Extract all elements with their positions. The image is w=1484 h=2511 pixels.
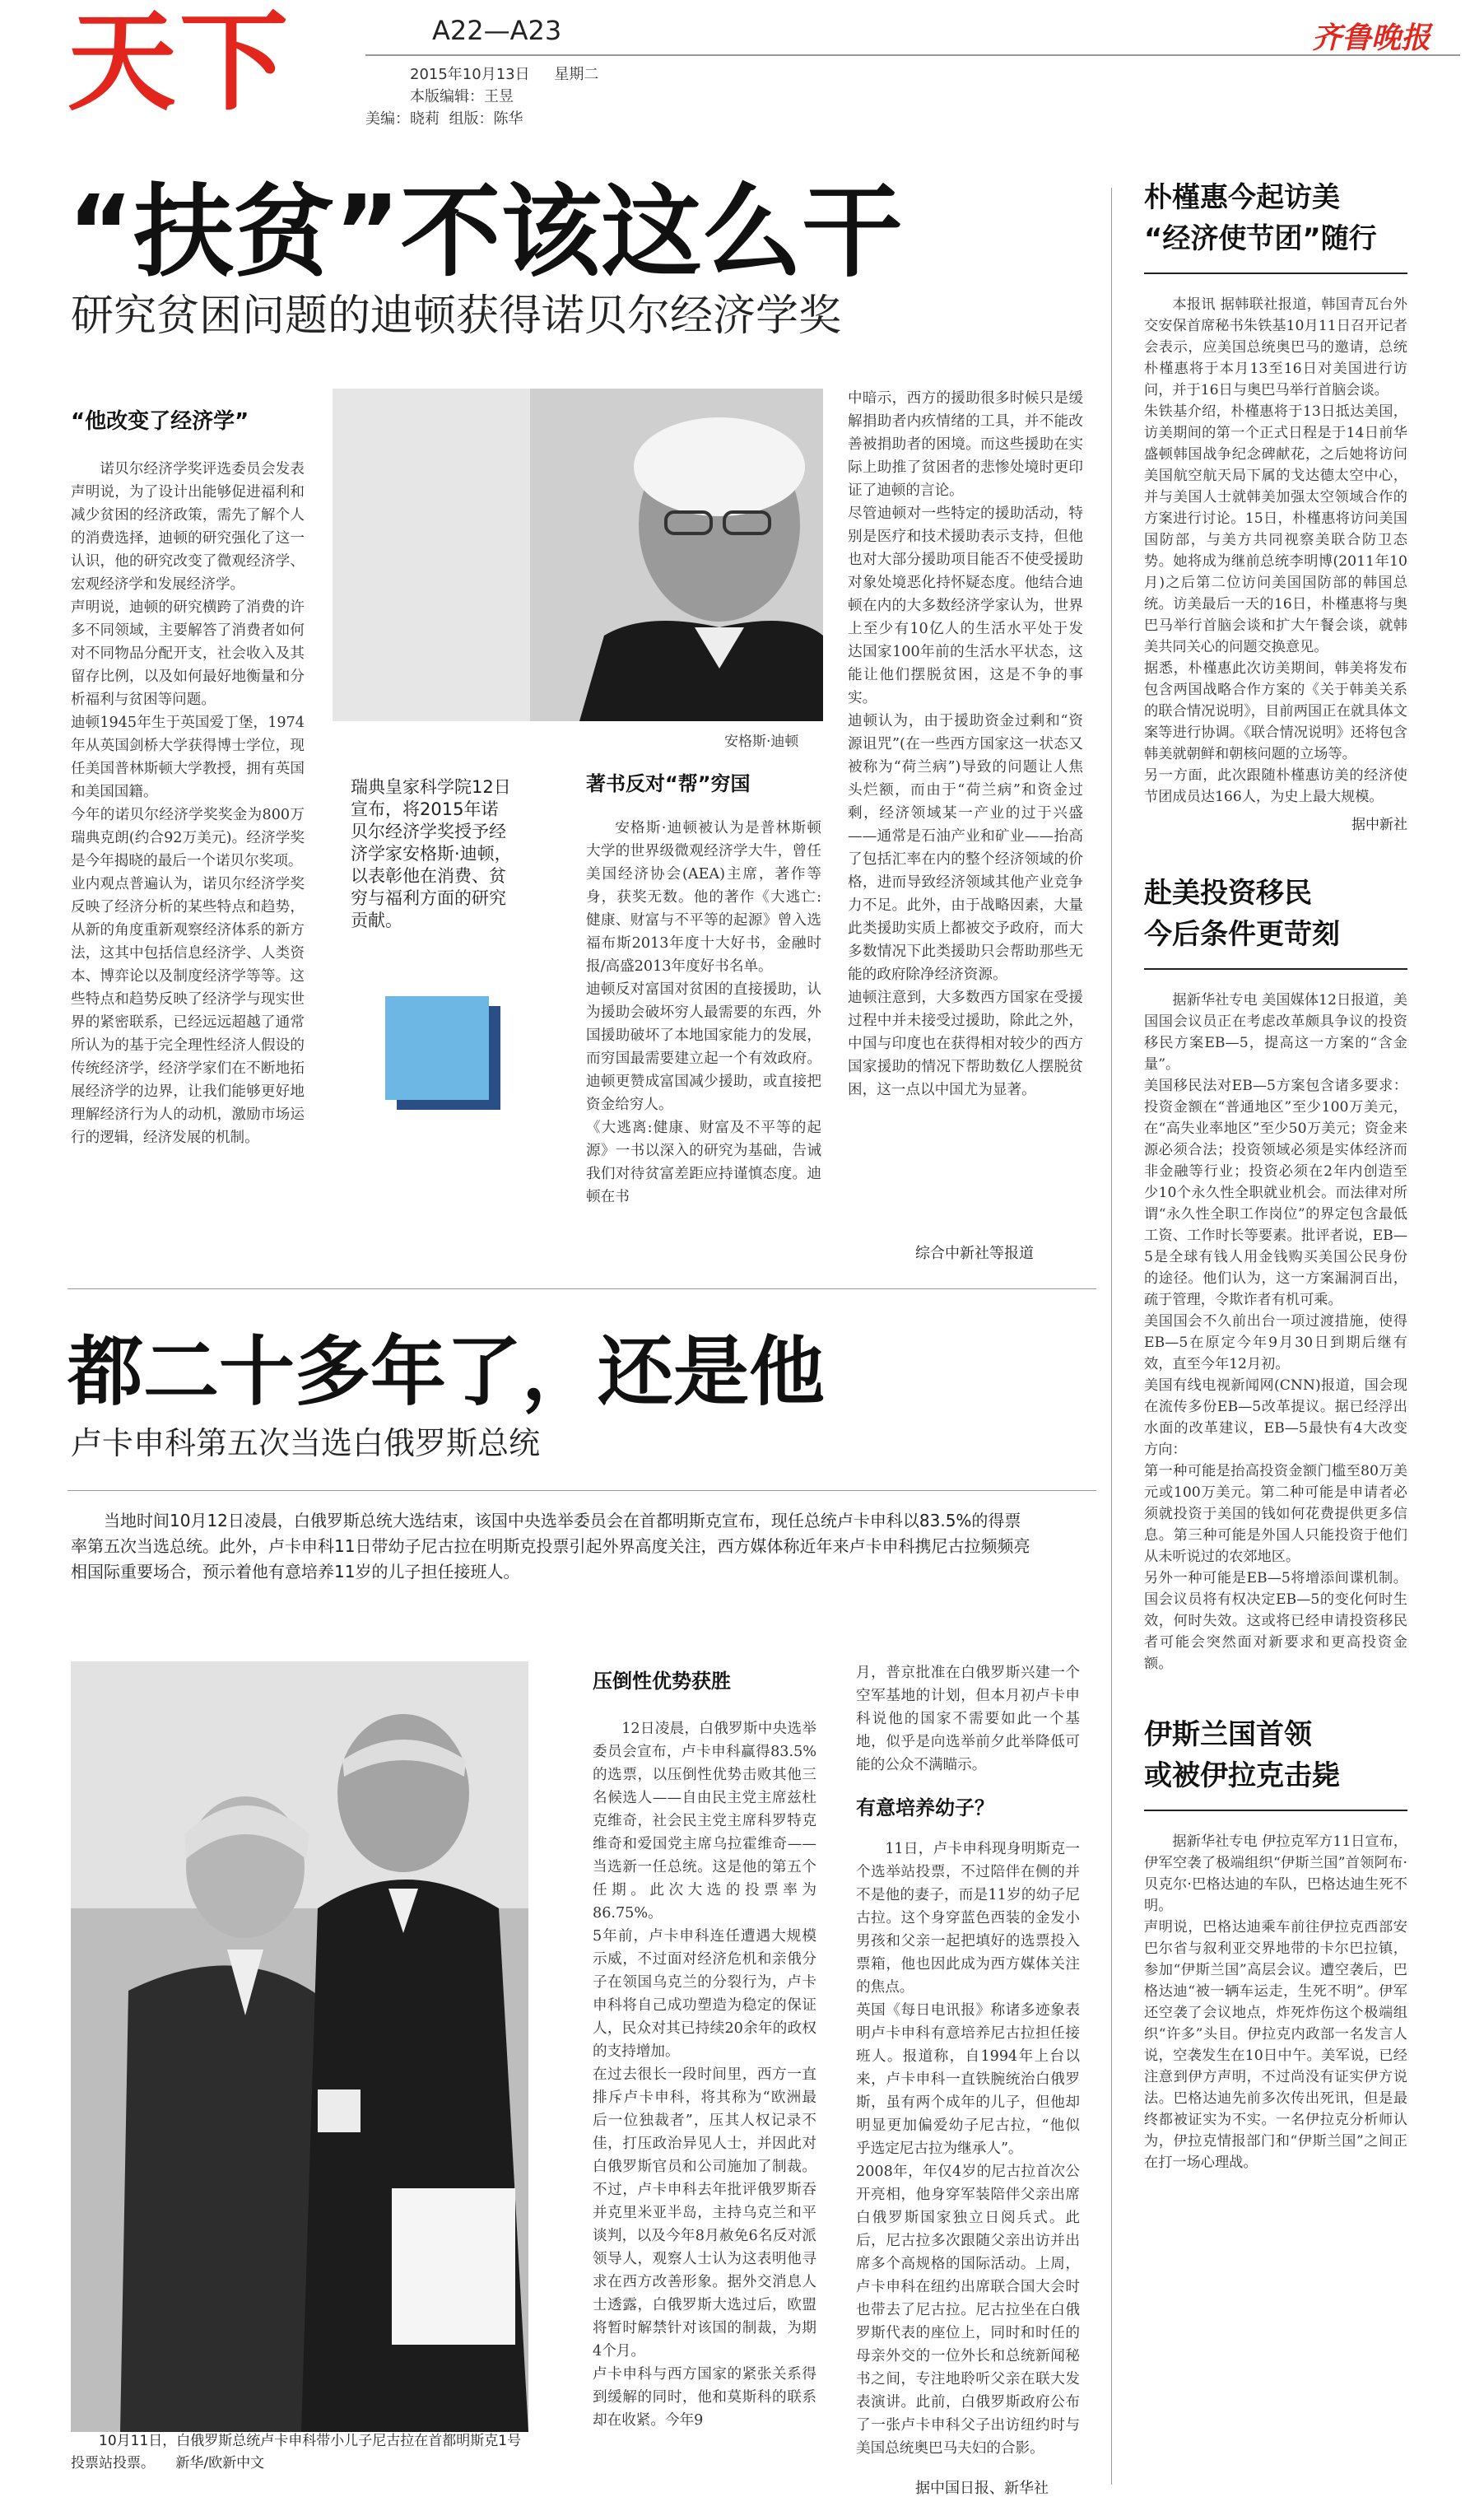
story2-lead: 当地时间10月12日凌晨，白俄罗斯总统大选结束，该国中央选举委员会在首都明斯克宣布，现任总统卢卡申科以83.5%的得票率第五次当选总统。此外，卢卡申科11日带幼子尼古拉在明斯克投票引起外界高度关注，西方媒体称近年来卢卡申科携尼古拉频频亮相国际重要场合，预示着他有意培养11岁的儿子担任接班人。 [71, 1511, 1030, 1582]
photo-caption-text: 10月11日，白俄罗斯总统卢卡申科带小儿子尼古拉在首都明斯克1号投票站投票。 [71, 2433, 522, 2471]
sidebar-item1-rule [1144, 273, 1407, 274]
issue-date [410, 63, 598, 84]
masthead [0, 0, 1484, 132]
pull-quote: 瑞典皇家科学院12日宣布，将2015年诺贝尔经济学奖授予经济学家安格斯·迪顿，以表彰他在消费、贫穷与福利方面的研究贡献。 [351, 777, 512, 930]
story2-headline: 都二十多年了，还是他 [67, 1328, 826, 1416]
story1-subheadline: 研究贫困问题的迪顿获得诺贝尔经济学奖 [71, 291, 842, 341]
sidebar-item2-rule [1144, 968, 1407, 970]
masthead-divider [365, 54, 1460, 56]
section-title: 天下 [67, 0, 291, 126]
story2-section1-title: 压倒性优势获胜 [593, 1670, 731, 1693]
editor-credit: 本版编辑：王昱 [410, 88, 514, 105]
sidebar-item1-credit: 据中新社 [1351, 817, 1407, 833]
sidebar-item2-title: 赴美投资移民 今后条件更苛刻 [1144, 877, 1340, 951]
story2-section2-title: 有意培养幼子？ [856, 1796, 994, 1819]
sidebar-item3-rule [1144, 1810, 1407, 1811]
story1-col1-text: 诺贝尔经济学奖评选委员会发表声明说，为了设计出能够促进福利和减少贫困的经济政策，需先了解个人的消费选择，迪顿的研究强化了这一认识，他的研究改变了微观经济学、宏观经济学和发展经济学。 声明说，迪顿的研究横跨了消费的许多不同领域，主要解答了消费者如何对不同物品分配开支，社会收入及其留存比例，以及如何最好地衡量和分析福利与贫困等问题。 迪顿1945年生于英国爱丁堡，1974年从英国剑桥大学获得博士学位，现任美国普林斯顿大学教授，拥有英国和美国国籍。 今年的诺贝尔经济学奖奖金为800万瑞典克朗(约合92万美元)。经济学奖是今年揭晓的最后一个诺贝尔奖项。 业内观点普遍认为，诺贝尔经济学奖反映了经济分析的某些特点和趋势，从新的角度重新观察经济体系的新方法，这其中包括信息经济学、人类资本、博弈论以及制度经济学等等。这些特点和趋势反映了经济学与现实世界的紧密联系，已经远远超越了通常所认为的基于完全理性经济人假设的传统经济学，经济学家们在不断地拓展经济学的边界，让我们能够更好地理解经济行为人的动机，激励市场运行的逻辑，经济发展的机制。 [71, 461, 305, 1146]
story1-section1-title: “他改变了经济学” [71, 409, 249, 434]
story2-subheadline: 卢卡申科第五次当选白俄罗斯总统 [71, 1425, 541, 1461]
story2-col2 [593, 1665, 816, 2432]
story1-col1 [71, 405, 305, 1149]
portrait-illustration [333, 389, 823, 721]
sidebar [1144, 177, 1407, 2173]
story1-section2-title: 著书反对“帮”穷国 [586, 772, 751, 795]
newspaper-logo: 齐鲁晚报 [1312, 21, 1431, 55]
sidebar-item1-text: 本报讯 据韩联社报道，韩国青瓦台外交安保首席秘书朱铁基10月11日召开记者会表示，应美国总统奥巴马的邀请，总统朴槿惠将于本月13至16日对美国进行访问，并于16日与奥巴马举行首脑会谈。 朱铁基介绍，朴槿惠将于13日抵达美国，访美期间的第一个正式日程是于14日前华盛顿韩国战争纪念碑献花，之后她将访问美国航空航天局下属的戈达德太空中心，并与美国人士就韩美加强太空领域合作的方案进行讨论。15日，朴槿惠将访问美国国防部，与美方共同视察美联合防卫态势。她将成为继前总统李明博(2011年10月)之后第二位访问美国国防部的韩国总统。访美最后一天的16日，朴槿惠将与奥巴马举行首脑会谈和扩大午餐会谈，就韩美共同关心的问题交换意见。 据悉，朴槿惠此次访美期间，韩美将发布包含两国战略合作方案的《关于韩美关系的联合情况说明》，目前两国正在就具体文案等进行协调。《联合情况说明》还将包含韩美就朝鲜和朝核问题的立场等。 另一方面，此次跟随朴槿惠访美的经济使节团成员达166人，为史上最大规模。 [1144, 296, 1407, 805]
story2-credit: 据中国日报、新华社 [915, 2480, 1049, 2497]
story2-rule [67, 1490, 1096, 1491]
story1-col4-text: 中暗示，西方的援助很多时候只是缓解捐助者内疚情绪的工具，并不能改善被捐助者的困境。而这些援助在实际上助推了贫困者的悲惨处境时更印证了迪顿的言论。 尽管迪顿对一些特定的援助活动，特别是医疗和技术援助表示支持，但他也对大部分援助项目能否不使受援助对象处境恶化持怀疑态度。他结合迪顿在内的大多数经济学家认为，世界上至少有10亿人的生活水平处于发达国家100年前的生活水平状态，这能让他们摆脱贫困，这是不争的事实。 迪顿认为，由于援助资金过剩和“资源诅咒”(在一些西方国家这一状态又被称为“荷兰病”)导致的问题让人焦头烂额，而由于“荷兰病”和资金过剩，经济领域某一产业的过于兴盛——通常是石油产业和矿业——抬高了包括汇率在内的整个经济领域的价格，进而导致经济领域其他产业竞争力不足。此外，由于战略因素，大量此类援助实质上都被交予政府，而大多数情况下此类援助只会帮助那些无能的政府除净经济资源。 迪顿注意到，大多数西方国家在受援过程中并未接受过援助，除此之外，中国与印度也在获得相对较少的西方国家援助的情况下帮助数亿人摆脱贫困，这一点以中国尤为显著。 [848, 390, 1083, 1098]
deaton-photo [333, 389, 823, 721]
story2-col2-text: 12日凌晨，白俄罗斯中央选举委员会宣布，卢卡申科赢得83.5%的选票，以压倒性优势击败其他三名候选人——自由民主党主席兹杜克维奇，社会民主党主席科罗特克维奇和爱国党主席乌拉霍维奇——当选新一任总统。这是他的第五个任期。此次大选的投票率为86.75%。 5年前，卢卡申科连任遭遇大规模示威，不过面对经济危机和亲俄分子在领国乌克兰的分裂行为，卢卡申科将自己成功塑造为稳定的保证人，民众对其已持续20余年的政权的支持增加。 在过去很长一段时间里，西方一直排斥卢卡申科，将其称为“欧洲最后一位独裁者”，压其人权记录不佳，打压政治异见人士，并因此对白俄罗斯官员和公司施加了制裁。不过，卢卡申科去年批评俄罗斯吞并克里米亚半岛，主持乌克兰和平谈判，以及今年8月赦免6名反对派领导人，观察人士认为这表明他寻求在西方改善形象。据外交消息人士透露，白俄罗斯大选过后，欧盟将暂时解禁针对该国的制裁，为期4个月。 卢卡申科与西方国家的紧张关系得到缓解的同时，他和莫斯科的联系却在收紧。今年9 [593, 1721, 816, 2429]
story1-headline: “扶贫”不该这么干 [67, 174, 903, 291]
photo-credit: 新华/欧新中文 [175, 2455, 265, 2471]
weekday-text: 星期二 [554, 66, 599, 83]
story1-col4 [848, 387, 1083, 1102]
lukashenko-photo-caption [71, 2430, 528, 2475]
story1-col3-text: 安格斯·迪顿被认为是普林斯顿大学的世界级微观经济学大牛，曾任美国经济协会(AEA)主席，著作等身，获奖无数。他的著作《大逃亡:健康、财富与不平等的起源》曾入选福布斯2013年度十大好书，金融时报/高盛2013年度好书名单。 迪顿反对富国对贫困的直接援助，认为援助会破坏穷人最需要的东西，外国援助破坏了本地国家能力的发展，而穷国最需要建立起一个有效政府。迪顿更赞成富国减少援助，或直接把资金给穷人。 《大逃离:健康、财富及不平等的起源》一书以深入的研究为基础，告诫我们对待贫富差距应持谨慎态度。迪顿在书 [586, 820, 821, 1205]
story2-col3b-text: 11日，卢卡申科现身明斯克一个选举站投票，不过陪伴在侧的并不是他的妻子，而是11岁的幼子尼古拉。这个身穿蓝色西装的金发小男孩和父亲一起把填好的选票投入票箱，他也因此成为西方媒体关注的焦点。 英国《每日电讯报》称诸多迹象表明卢卡申科有意培养尼古拉担任接班人。报道称，自1994年上台以来，卢卡申科一直铁腕统治白俄罗斯，虽有两个成年的儿子，但他却明显更加偏爱幼子尼古拉，“他似乎选定尼古拉为继承人”。 2008年，年仅4岁的尼古拉首次公开亮相，他身穿军装陪伴父亲出席白俄罗斯国家独立日阅兵式。此后，尼古拉多次跟随父亲出访并出席多个高规格的国际活动。上周，卢卡申科在纽约出席联合国大会时也带去了尼古拉。尼古拉坐在白俄罗斯代表的座位上，同时和时任的母亲外交的一位外长和总统新闻秘书之间，专注地聆听父亲在联大发表演讲。此前，白俄罗斯政府公布了一张卢卡申科父子出访纽约时与美国总统奥巴马夫妇的合影。 [856, 1841, 1080, 2457]
sidebar-item1-title: 朴槿惠今起访美 “经济使节团”随行 [1144, 181, 1377, 255]
voting-illustration [71, 1661, 528, 2432]
column-rule-right [1111, 188, 1112, 2485]
story-divider [67, 1288, 1096, 1289]
design-credit: 美编：晓莉 组版：陈华 [365, 110, 523, 128]
sidebar-item2-text: 据新华社专电 美国媒体12日报道，美国国会议员正在考虑改革颇具争议的投资移民方案EB—5，提高这一方案的“含金量”。 美国移民法对EB—5方案包含诸多要求：投资金额在“普通地区”至少100万美元，在“高失业率地区”至少50万美元；资金来源必须合法；投资领域必须是实体经济而非金融等行业；投资必须在2年内创造至少10个永久性全职就业机会。而法律对所谓“永久性全职工作岗位”的界定包含最低工资、工作时长等要素。批评者说，EB—5是全球有钱人用金钱购买美国公民身份的途径。他们认为，这一方案漏洞百出，疏于管理，令欺诈者有机可乘。 美国国会不久前出台一项过渡措施，使得EB—5在原定今年9月30日到期后继有效，直至今年12月初。 美国有线电视新闻网(CNN)报道，国会现在流传多份EB—5改革提议。据已经浮出水面的改革建议，EB—5最快有4大改变方向： 第一种可能是抬高投资金额门槛至80万美元或100万美元。第二种可能是申请者必须就投资于美国的钱如何花费提供更多信息。第三种可能是外国人只能投资于他们从未听说过的农郊地区。 另外一种可能是EB—5将增添间谍机制。国会议员将有权决定EB—5的变化何时生效，何时失效。这或将已经申请投资移民者可能会突然面对新要求和更高投资金额。 [1144, 992, 1407, 1672]
quote-ornament-front [385, 996, 489, 1100]
date-text: 2015年10月13日 [410, 66, 530, 83]
page-range: A22—A23 [432, 15, 562, 46]
lukashenko-photo [71, 1661, 528, 2432]
story2-col3-text: 月，普京批准在白俄罗斯兴建一个空军基地的计划，但本月初卢卡申科说他的国家不需要如此一个基地，似乎是向选举前夕此举降低可能的公众不满瞄示。 [856, 1665, 1080, 1773]
sidebar-item3-title: 伊斯兰国首领 或被伊拉克击毙 [1144, 1718, 1340, 1792]
story1-col3 [586, 767, 821, 1209]
story2-col3 [856, 1661, 1080, 2460]
deaton-photo-caption: 安格斯·迪顿 [724, 734, 799, 750]
story1-credit: 综合中新社等报道 [915, 1245, 1034, 1262]
sidebar-item3-text: 据新华社专电 伊拉克军方11日宣布，伊军空袭了极端组织“伊斯兰国”首领阿布·贝克尔·巴格达迪的车队，巴格达迪生死不明。 声明说，巴格达迪乘车前往伊拉克西部安巴尔省与叙利亚交界地带的卡尔巴拉镇，参加“伊斯兰国”高层会议。遭空袭后，巴格达迪“被一辆车运走，生死不明”。伊军还空袭了会议地点，炸死炸伤这个极端组织“许多”头目。伊拉克内政部一名发言人说，空袭发生在10日中午。美军说，已经注意到伊方声明，不过尚没有证实伊方说法。巴格达迪先前多次传出死讯，但是最终都被证实为不实。一名伊拉克分析师认为，伊拉克情报部门和“伊斯兰国”之间正在打一场心理战。 [1144, 1833, 1407, 2171]
